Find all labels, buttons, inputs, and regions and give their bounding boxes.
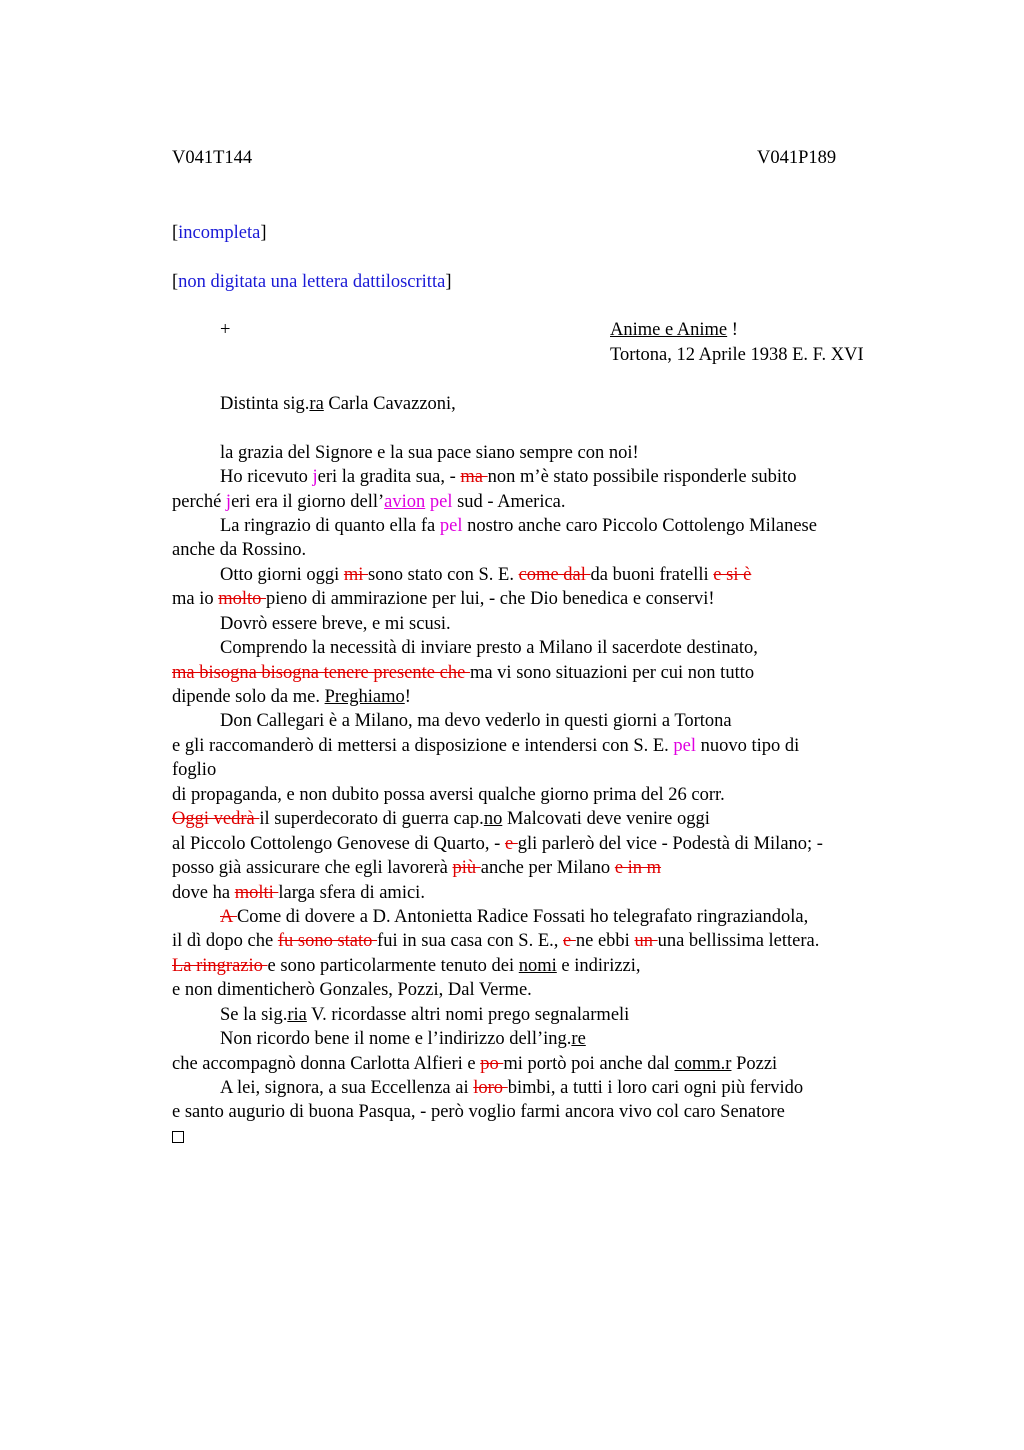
- body-line: di propaganda, e non dubito possa aversi qualche giorno prima del 26 corr.: [172, 785, 725, 805]
- body-line: Comprendo la necessità di inviare presto a Milano il sacerdote destinato,: [220, 638, 758, 658]
- body-line: e gli raccomanderò di mettersi a disposizione e intendersi con S. E. pel nuovo tipo di: [172, 736, 800, 756]
- body-line: il dì dopo che fu sono stato fui in sua casa con S. E., e ne ebbi un una bellissima lettera.: [172, 931, 820, 951]
- body-line: e santo augurio di buona Pasqua, - però voglio farmi ancora vivo col caro Senatore: [172, 1102, 785, 1122]
- body-line: dove ha molti larga sfera di amici.: [172, 883, 425, 903]
- end-of-text-box-icon: [172, 1125, 184, 1149]
- body-line: Oggi vedrà il superdecorato di guerra cap.no Malcovati deve venire oggi: [172, 809, 710, 829]
- letter-dateline: Tortona, 12 Aprile 1938 E. F. XVI: [610, 345, 864, 365]
- body-line: al Piccolo Cottolengo Genovese di Quarto, - e gli parlerò del vice - Podestà di Milano; -: [172, 834, 823, 854]
- body-line: ma io molto pieno di ammirazione per lui, - che Dio benedica e conservi!: [172, 589, 715, 609]
- editorial-note-incomplete: [incompleta]: [172, 223, 267, 243]
- body-line: Non ricordo bene il nome e l’indirizzo dell’ing.re: [220, 1029, 586, 1049]
- body-line: Don Callegari è a Milano, ma devo vederlo in questi giorni a Tortona: [220, 711, 732, 731]
- body-line: ma bisogna bisogna tenere presente che ma vi sono situazioni per cui non tutto: [172, 663, 755, 683]
- body-line: La ringrazio e sono particolarmente tenuto dei nomi e indirizzi,: [172, 956, 641, 976]
- body-line: posso già assicurare che egli lavorerà più anche per Milano e in m: [172, 858, 662, 878]
- body-line: che accompagnò donna Carlotta Alfieri e po mi portò poi anche dal comm.r Pozzi: [172, 1054, 778, 1074]
- right-document-code: V041P189: [757, 148, 837, 168]
- letter-salutation: Distinta sig.ra Carla Cavazzoni,: [220, 394, 456, 414]
- body-line: Otto giorni oggi mi sono stato con S. E. come dal da buoni fratelli e si è: [220, 565, 752, 585]
- left-document-code: V041T144: [172, 148, 253, 168]
- body-line: anche da Rossino.: [172, 540, 307, 560]
- letter-motto: Anime e Anime !: [610, 320, 738, 340]
- body-line: la grazia del Signore e la sua pace siano sempre con noi!: [220, 443, 639, 463]
- editorial-note-not-typed: [non digitata una lettera dattiloscritta]: [172, 272, 452, 292]
- body-line: A Come di dovere a D. Antonietta Radice Fossati ho telegrafato ringraziandola,: [220, 907, 809, 927]
- body-line: foglio: [172, 760, 217, 780]
- body-line: Dovrò essere breve, e mi scusi.: [220, 614, 451, 634]
- body-line: e non dimenticherò Gonzales, Pozzi, Dal Verme.: [172, 980, 532, 1000]
- body-line: A lei, signora, a sua Eccellenza ai loro bimbi, a tutti i loro cari ogni più fervido: [220, 1078, 804, 1098]
- body-line: Ho ricevuto jeri la gradita sua, - ma non m’è stato possibile risponderle subito: [220, 467, 797, 487]
- body-line: dipende solo da me. Preghiamo!: [172, 687, 411, 707]
- cross-symbol: +: [220, 320, 231, 340]
- body-line: Se la sig.ria V. ricordasse altri nomi prego segnalarmeli: [220, 1005, 630, 1025]
- body-line: La ringrazio di quanto ella fa pel nostro anche caro Piccolo Cottolengo Milanese: [220, 516, 817, 536]
- body-line: perché jeri era il giorno dell’avion pel sud - America.: [172, 492, 566, 512]
